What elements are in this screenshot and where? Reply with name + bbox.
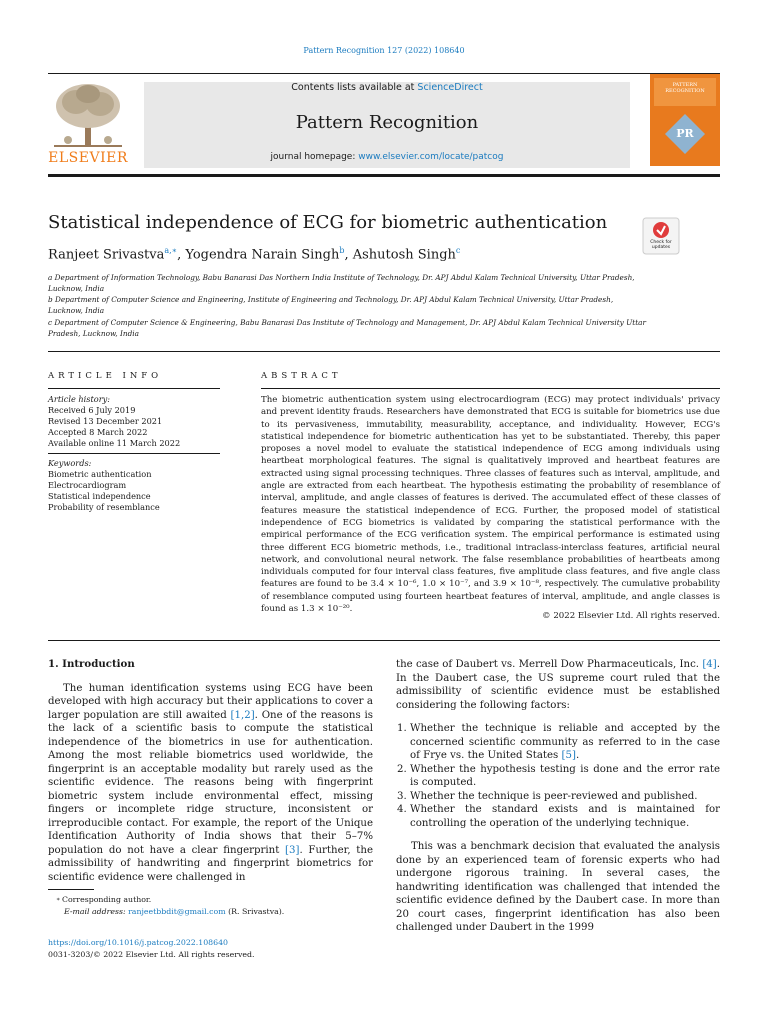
history-item: Revised 13 December 2021 xyxy=(48,416,163,426)
article-info-heading: ARTICLE INFO xyxy=(48,371,163,381)
footnote-rule xyxy=(48,889,94,890)
elsevier-logo xyxy=(48,80,128,166)
article-title: Statistical independence of ECG for biometric authentication xyxy=(48,212,608,233)
email-suffix: (R. Srivastva). xyxy=(225,907,285,916)
paragraph: This was a benchmark decision that evaluated the analysis done by an experienced team of forensic experts who had undergone rigorous training. In several cases, the handwriting identification was challenged that intended the scientific evidence defined by the Daubert case. In more than 20 court cases, fingerprint identification has also been challenged under Daubert in the 1999 xyxy=(396,841,720,933)
publisher-name: ELSEVIER xyxy=(48,150,128,166)
list-item: 3. Whether the technique is peer-reviewed and published. xyxy=(410,790,720,804)
affiliation-c: c Department of Computer Science & Engineering, Babu Banarasi Das Institute of Technology and Management, Dr. APJ Abdul Kalam Technical University Uttar Pradesh, Lucknow, India xyxy=(48,318,646,338)
issn-line: 0031-3203/© 2022 Elsevier Ltd. All rights reserved. xyxy=(48,950,255,959)
history-label: Article history: xyxy=(48,394,110,404)
text-run: . Further, the admissibility of handwriting and fingerprint biometrics for scientific evidence were challenged in xyxy=(48,844,373,883)
email-label: E-mail address: xyxy=(64,907,129,916)
contents-line xyxy=(144,82,630,93)
cover-title: PATTERN RECOGNITION xyxy=(665,82,705,94)
text-run: the case of Daubert vs. Merrell Dow Pharmaceuticals, Inc. xyxy=(396,659,703,670)
abstract-text: The biometric authentication system using electrocardiogram (ECG) may protect individuals' privacy and prevent identity frauds. Researchers have demonstrated that ECG is suitable for biometrics use due to its pervasiveness, immutability, measurability, acceptance, and individuality. However, ECG's statistical independence for biometric authentication has yet to be substantiated. Thereby, this paper proposes a novel model to evaluate the statistical independence of ECG among individuals using heartbeat morphological features. The signal is qualitatively improved and heartbeat features are extracted using signal processing techniques. Three classes of features such as interval, amplitude, and angle are extracted from each heartbeat. The hypothesis estimating the probability of resemblance of interval, amplitude, and angle classes of features is derived. The accumulated effect of these classes of features measure the statistical independence of ECG. Further, the proposed model of statistical independence of ECG biometrics is validated by comparing the statistical performance with the empirical performance of the ECG verification system. The empirical performance is estimated using three different ECG biometric methods, i.e., traditional intraclass-interclass features, artificial neural network, and convolutional neural network. The false resemblance probabilities of heartbeats among individuals computed for four interval class features, five amplitude class features, and five angle class features are found to be 3.4 × 10⁻⁶, 1.0 × 10⁻⁷, and 3.9 × 10⁻⁸, respectively. The cumulative probability of resemblance computed using fourteen heartbeat features of interval, amplitude, and angle classes is found as 1.3 × 10⁻²⁰. xyxy=(261,395,720,615)
asterisk-mark: ∗ xyxy=(56,896,62,903)
contents-prefix: Contents lists available at xyxy=(291,82,418,93)
corresponding-note xyxy=(48,894,373,906)
keywords-rule xyxy=(48,453,220,454)
text-run: Whether the technique is reliable and accepted by the concerned scientific community as referred to in the case of Frye vs. the United States xyxy=(410,723,720,761)
journal-banner xyxy=(144,82,630,168)
citation-link[interactable]: [5] xyxy=(561,750,576,761)
author-sup[interactable]: a,∗ xyxy=(164,246,178,255)
citation-link[interactable]: [4] xyxy=(702,659,717,670)
affiliation-b: b Department of Computer Science and Engineering, Institute of Engineering and Technology, Dr. APJ Abdul Kalam Technical University, Uttar Pradesh, Lucknow, India xyxy=(48,295,614,315)
author-sup[interactable]: c xyxy=(455,246,461,255)
email-link[interactable]: ranjeetbbdit@gmail.com xyxy=(128,907,226,916)
section-rule xyxy=(48,351,720,352)
keywords-label: Keywords: xyxy=(48,458,92,468)
author-name[interactable]: Ranjeet Srivastva xyxy=(48,247,165,263)
journal-reference[interactable]: Pattern Recognition 127 (2022) 108640 xyxy=(303,46,465,55)
text-run: The human identification systems using ECG have been developed with high accuracy but their applications to cover a larger population are still awaited xyxy=(48,682,373,721)
corresponding-text: Corresponding author. xyxy=(62,895,152,904)
body-left-column xyxy=(48,658,373,884)
daubert-factors-list xyxy=(396,722,720,830)
crossmark-badge[interactable] xyxy=(642,217,680,255)
header-rule-top xyxy=(48,73,720,74)
doi-link[interactable]: https://doi.org/10.1016/j.patcog.2022.108640 xyxy=(48,938,229,947)
text-run: . In the Daubert case, the US supreme court ruled that the admissibility of scientific evidence must be established considering the following factors: xyxy=(396,659,720,711)
footnote xyxy=(48,894,373,918)
author-name[interactable]: Yogendra Narain Singh xyxy=(185,247,340,263)
keyword: Probability of resemblance xyxy=(48,502,160,512)
doi-block xyxy=(48,937,448,961)
author-list: Ranjeet Srivastva$^{a,∗}$, Yogendra Narain Singh$^b$, Ashutosh Singh$^c$ xyxy=(48,246,461,263)
abstract-rule xyxy=(261,388,720,389)
text-run: . One of the reasons is the lack of a scientific basis to compute the statistical independence of the biometrics in use for authentication. Among the most reliable biometrics used worldwide, the fingerprint is an acceptable modality but rarely used as the scientific evidence. The reasons being with fingerprint biometric system include environmental effect, missing fingers or incomplete ridge structure, inconsistent or irreproducible contact. For example, the report of the Unique Identification Authority of India shows that their 5–7% population do not have a clear fingerprint xyxy=(48,709,373,856)
article-info xyxy=(48,394,220,513)
history-item: Received 6 July 2019 xyxy=(48,405,136,415)
affiliation-a: a Department of Information Technology, Babu Banarasi Das Northern India Institute of Technology, Dr. APJ Abdul Kalam Technical University, Uttar Pradesh, Lucknow, India xyxy=(48,273,635,293)
body-rule xyxy=(48,640,720,641)
homepage-line xyxy=(144,152,630,162)
history-item: Available online 11 March 2022 xyxy=(48,438,181,448)
journal-name: Pattern Recognition xyxy=(295,112,479,133)
intro-paragraph xyxy=(48,682,373,885)
abstract-copyright: © 2022 Elsevier Ltd. All rights reserved. xyxy=(542,611,720,621)
info-rule xyxy=(48,388,220,389)
cover-logo: PR xyxy=(676,127,694,140)
list-item: 2. Whether the hypothesis testing is done and the error rate is computed. xyxy=(410,763,720,790)
homepage-prefix: journal homepage: xyxy=(270,152,359,162)
header-rule-bottom xyxy=(48,174,720,177)
keyword: Electrocardiogram xyxy=(48,480,127,490)
keyword: Statistical independence xyxy=(48,491,151,501)
sciencedirect-link[interactable]: ScienceDirect xyxy=(417,82,483,93)
text-run: . xyxy=(575,750,580,761)
email-line xyxy=(48,906,373,918)
list-item: 4. Whether the standard exists and is maintained for controlling the operation of the underlying technique. xyxy=(410,803,720,830)
paragraph-continued xyxy=(396,658,720,712)
body-right-column xyxy=(396,658,720,935)
author-name[interactable]: Ashutosh Singh xyxy=(352,247,456,263)
history-item: Accepted 8 March 2022 xyxy=(48,427,148,437)
list-item xyxy=(410,722,720,763)
crossmark-label: Check for updates xyxy=(650,240,672,250)
journal-cover xyxy=(650,74,720,166)
homepage-link[interactable]: www.elsevier.com/locate/patcog xyxy=(358,152,504,162)
section-heading: 1. Introduction xyxy=(48,658,135,670)
citation-link[interactable]: [1,2] xyxy=(230,709,255,721)
abstract-heading: ABSTRACT xyxy=(261,371,342,381)
citation-link[interactable]: [3] xyxy=(285,844,300,856)
author-sup[interactable]: b xyxy=(339,246,345,255)
keyword: Biometric authentication xyxy=(48,469,152,479)
